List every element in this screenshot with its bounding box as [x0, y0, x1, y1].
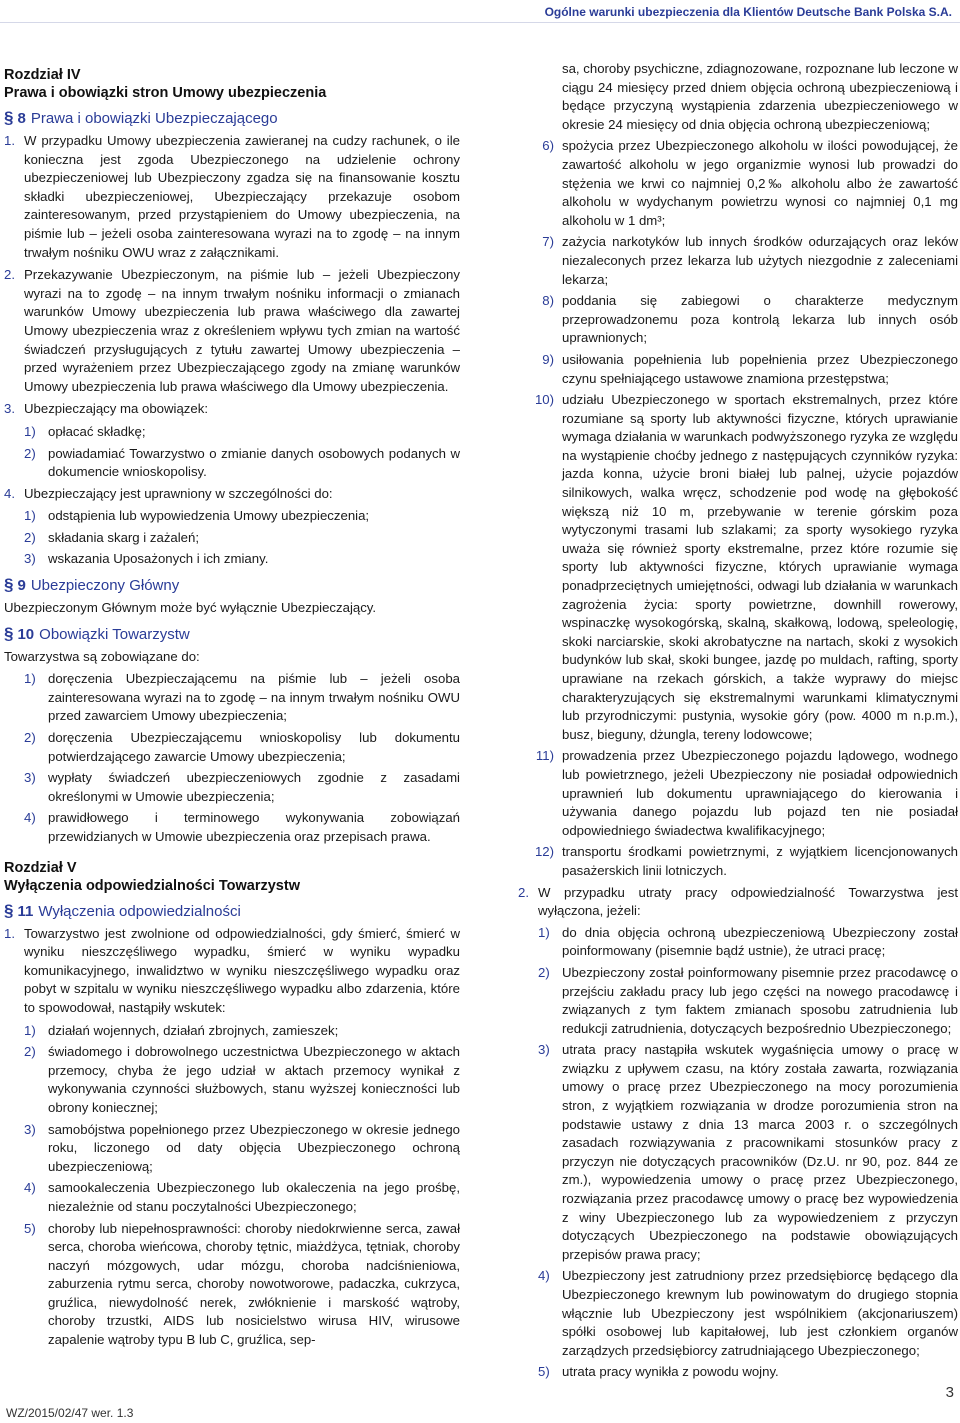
list-item: 2) Ubezpieczony został poinformowany pisemnie przez pracodawcę o przejściu zakładu pracy lub jego części na nowego pracodawcę i związanych z tym faktem zmianach sposobu zatrudnienia lub redukcji zatrudnienia, dotyczących bezpośrednio Ubezpieczonego;	[538, 964, 958, 1036]
page-number: 3	[945, 1384, 954, 1401]
header-title: Ogólne warunki ubezpieczenia dla Klientów Deutsche Bank Polska S.A.	[544, 5, 952, 19]
chapter-iv-heading	[4, 66, 460, 102]
list-item: 1) odstąpienia lub wypowiedzenia Umowy ubezpieczenia;	[24, 508, 370, 524]
chapter-v-heading	[4, 859, 460, 895]
list-item: 1) doręczenia Ubezpieczającemu na piśmie lub – jeżeli osoba zainteresowana wyrazi na to zgodę – na innym trwałym nośniku OWU przed zawarciem Umowy ubezpieczenia;	[24, 671, 460, 724]
continued-text: sa, choroby psychiczne, zdiagnozowane, rozpoznane lub leczone w ciągu 24 miesięcy przed dniem objęcia ochroną ubezpieczeniową i będące przyczyną wystąpienia zdarzenia ubezpieczeniowego w okresie 24 miesięcy od dnia objęcia ochroną ubezpieczeniową;	[562, 61, 958, 132]
list-item: 2) powiadamiać Towarzystwo o zmianie danych osobowych podanych w dokumencie wnioskopolisy.	[24, 445, 460, 480]
chapter-number: Rozdział V	[4, 859, 77, 876]
chapter-title: Prawa i obowiązki stron Umowy ubezpieczenia	[4, 85, 327, 101]
paragraph-sign-icon: §	[4, 623, 14, 643]
list-item: 4) prawidłowego i terminowego wykonywania zobowiązań przewidzianych w Umowie ubezpieczenia oraz przepisach prawa.	[24, 810, 460, 844]
numbered-paragraph: 1. W przypadku Umowy ubezpieczenia zawieranej na cudzy rachunek, o ile konieczna jest zgoda Ubezpieczonego na udzielenie ochrony ubezpieczeniowej lub Ubezpieczony zgadza się na finansowanie kosztu składki ubezpieczeniowej, Ubezpieczający przekazuje osobom zainteresowanym, przed przystąpieniem do Umowy ubezpieczenia, na piśmie lub – jeżeli osoba zainteresowana wyrazi na to zgodę – na innym trwałym nośniku OWU wraz z załącznikami.	[4, 133, 460, 260]
list-item: 6) spożycia przez Ubezpieczonego alkoholu w ilości powodującej, że zawartość alkoholu w jego organizmie wynosi lub prowadzi do stężenia we krwi co najmniej 0,2‰ alkoholu albo że zawartość alkoholu w wydychanym powietrzu wynosi co najmniej 0,1 mg alkoholu w 1 dm³;	[542, 138, 958, 228]
numbered-paragraph: 2. W przypadku utraty pracy odpowiedzialność Towarzystwa jest wyłączona, jeżeli:	[518, 884, 958, 919]
list-item: 3) wskazania Uposażonych i ich zmiany.	[24, 551, 269, 567]
section-number: 8	[17, 110, 26, 127]
list-item: 7) zażycia narkotyków lub innych środków odurzających oraz leków niezaleconych przez lekarza lub użytych niezgodnie z zaleceniami lekarza;	[542, 234, 958, 287]
numbered-paragraph: 3. Ubezpieczający ma obowiązek:	[4, 401, 208, 417]
section-10-heading	[4, 624, 460, 644]
paragraph-sign-icon: §	[4, 108, 14, 127]
chapter-title: Wyłączenia odpowiedzialności Towarzystw	[4, 877, 300, 894]
document-code: WZ/2015/02/47 wer. 1.3	[6, 1406, 134, 1420]
list-item: 1) działań wojennych, działań zbrojnych, zamieszek;	[24, 1022, 339, 1038]
section-title: Ubezpieczony Główny	[30, 577, 180, 595]
numbered-paragraph: 2. Przekazywanie Ubezpieczonym, na piśmie lub – jeżeli Ubezpieczony wyrazi na to zgodę – na innym trwałym nośniku informacji o zmianach warunków Umowy ubezpieczenia lub prawa właściwego dla zawartej Umowy ubezpieczenia wraz z określeniem wpływu tych zmian na wartość świadczeń przysługujących z tytułu zawartej Umowy ubezpieczenia – przed wyrażeniem przez Ubezpieczającego zgody na zmianę warunków Umowy ubezpieczenia lub prawa właściwego dla Umowy ubezpieczenia.	[4, 267, 460, 394]
section-title: Prawa i obowiązki Ubezpieczającego	[30, 110, 278, 127]
list-item: 8) poddania się zabiegowi o charakterze medycznym przeprowadzonemu poza kontrolą lekarza lub innych osób uprawnionych;	[542, 293, 958, 346]
numbered-paragraph: 4. Ubezpieczający jest uprawniony w szczególności do:	[4, 485, 333, 501]
left-column	[4, 60, 460, 1353]
section-number: 11	[17, 902, 34, 920]
section-number: 9	[17, 577, 26, 595]
right-column	[498, 60, 958, 1385]
list-item: 3) samobójstwa popełnionego przez Ubezpieczonego w okresie jednego roku, liczonego od daty objęcia Ubezpieczonego ochroną ubezpieczeniową;	[24, 1121, 460, 1174]
list-item: 5) choroby lub niepełnosprawności: choroby niedokrwienne serca, zawał serca, choroba wieńcowa, choroby tętnic, miażdżyca, tętniak, choroby naczyń mózgowych, udar mózgu, choroba nadciśnieniowa, zaburzenia rytmu serca, choroby nowotworowe, padaczka, cukrzyca, gruźlica, niewydolność nerek, zwłóknienie i marskość wątroby, choroby trzustki, AIDS lub nosicielstwo wirusa HIV, wirusowe zapalenie wątroby typu B lub C, gruźlica, sep-	[24, 1220, 460, 1348]
list-item: 4) samookaleczenia Ubezpieczonego lub okaleczenia na jego prośbę, niezależnie od stanu poczytalności Ubezpieczonego;	[24, 1180, 460, 1214]
list-item: 1) opłacać składkę;	[24, 423, 146, 439]
section-title: Wyłączenia odpowiedzialności	[38, 902, 241, 920]
section-intro: Towarzystwa są zobowiązane do:	[4, 648, 200, 664]
list-item: 10) udziału Ubezpieczonego w sportach ekstremalnych, przez które rozumiane są sporty lub aktywności fizyczne, których uprawianie wymaga działania w warunkach podwyższonego ryzyka ze względu na wystąpienie choćby jednego z następujących czynników ryzyka: jazda konna, użycie broni białej lub palnej, użycie pojazdów silnikowych, walka wręcz, schodzenie pod wodę na głębokość większą niż 10 m, przebywanie w terenie górskim poza wytyczonymi trasami lub szlakami; za sporty wysokiego ryzyka uważa się również sporty ekstremalne, przez które rozumie się sporty lub aktywności fizyczne, których uprawianie wymaga ponadprzeciętnych umiejętności, odwagi lub działania w warunkach zagrożenia życia: sporty powietrzne, downhill rowerowy, wspinaczkę wysokogórską, skalną, skałkową, lodową, speleologię, skoki narciarskie, skoki akrobatyczne na nartach, skoki z wysokich budynków lub skał, skoki bungee, jazdę po muldach, rafting, sporty uprawiane na rzekach górskich, a także wyprawy do miejsc charakteryzujących się ekstremalnymi warunkami klimatycznymi lub przyrodniczymi: pustynia, wysokie góry (pow. 4000 m n.p.m.), busz, bieguny, dżungla, tereny lodowcowe;	[534, 392, 958, 742]
section-9-heading	[4, 575, 460, 595]
section-8-heading	[4, 108, 460, 128]
list-item: 12) transportu środkami powietrznymi, z wyjątkiem licencjonowanych pasażerskich linii lotniczych.	[534, 844, 958, 878]
list-item: 5) utrata pracy wynikła z powodu wojny.	[538, 1364, 779, 1380]
list-item: 9) usiłowania popełnienia lub popełnienia przez Ubezpieczonego czynu spełniającego ustawowe znamiona przestępstwa;	[542, 351, 958, 386]
list-item: 2) świadomego i dobrowolnego uczestnictwa Ubezpieczonego w aktach przemocy, chyba że jego udział w aktach przemocy wynikał z wykonywania czynności służbowych, stanu wyższej konieczności lub obrony koniecznej;	[24, 1044, 460, 1115]
section-11-heading	[4, 901, 460, 921]
list-item: 2) doręczenia Ubezpieczającemu wnioskopolisy lub dokumentu potwierdzającego zawarcie Umowy ubezpieczenia;	[24, 730, 460, 764]
list-item: 1) do dnia objęcia ochroną ubezpieczeniową Ubezpieczony został poinformowany (pisemnie bądź ustnie), że utraci pracę;	[538, 924, 958, 959]
list-item: 3) wypłaty świadczeń ubezpieczeniowych zgodnie z zasadami określonymi w Umowie ubezpieczenia;	[24, 770, 460, 804]
list-item: 11) prowadzenia przez Ubezpieczonego pojazdu lądowego, wodnego lub powietrznego, jeżeli Ubezpieczony nie posiadał odpowiednich uprawnień lub dokumentu uprawniającego do kierowania i używania danego pojazdu lub pojazd ten nie posiadał odpowiedniego świadectwa kwalifikacyjnego;	[535, 748, 958, 838]
header-divider	[0, 22, 960, 23]
numbered-paragraph: 1. Towarzystwo jest zwolnione od odpowiedzialności, gdy śmierć, śmierć w wyniku nieszczęśliwego wypadku, śmierć w wyniku wypadku komunikacyjnego, inwalidztwo w wyniku nieszczęśliwego wypadku oraz pobyt w szpitalu w wyniku nieszczęśliwego wypadku albo zdarzenia, które to spowodował, nastąpiły wskutek:	[4, 925, 460, 1015]
chapter-number: Rozdział IV	[4, 67, 81, 83]
section-text: Ubezpieczonym Głównym może być wyłącznie Ubezpieczający.	[4, 600, 377, 616]
list-item: 2) składania skarg i zażaleń;	[24, 529, 200, 545]
list-item: 3) utrata pracy nastąpiła wskutek wygaśnięcia umowy o pracę w związku z upływem czasu, na który została zawarta, rozwiązania umowy o pracę przez Ubezpieczonego na mocy porozumienia stron, z wyjątkiem rozwiązania w drodze porozumienia stron na podstawie ustawy z dnia 13 marca 2003 r. o szczególnych zasadach rozwiązywania z pracownikami stosunków pracy z przyczyn nie dotyczących pracowników (Dz.U. nr 90, poz. 844 ze zm.), wypowiedzenia umowy o pracę przez Ubezpieczonego, rozwiązania przez pracodawcę umowy o pracę bez wypowiedzenia z winy Ubezpieczonego lub za wypowiedzeniem z przyczyn dotyczących Ubezpieczonego na podstawie obowiązujących przepisów prawa pracy;	[538, 1042, 958, 1262]
header-bar	[0, 0, 960, 22]
section-number: 10	[17, 625, 35, 643]
paragraph-sign-icon: §	[4, 900, 14, 920]
paragraph-sign-icon: §	[4, 575, 14, 595]
list-item: 4) Ubezpieczony jest zatrudniony przez przedsiębiorcę będącego dla Ubezpieczonego krewnym lub powinowatym do drugiego stopnia włącznie lub Ubezpieczony jest wspólnikiem (akcjonariuszem) spółki osobowej lub kapitałowej, lub jest członkiem organów zarządzych przedsiębiorcy zatrudniającego Ubezpieczonego;	[538, 1268, 958, 1358]
section-title: Obowiązki Towarzystw	[39, 625, 190, 643]
